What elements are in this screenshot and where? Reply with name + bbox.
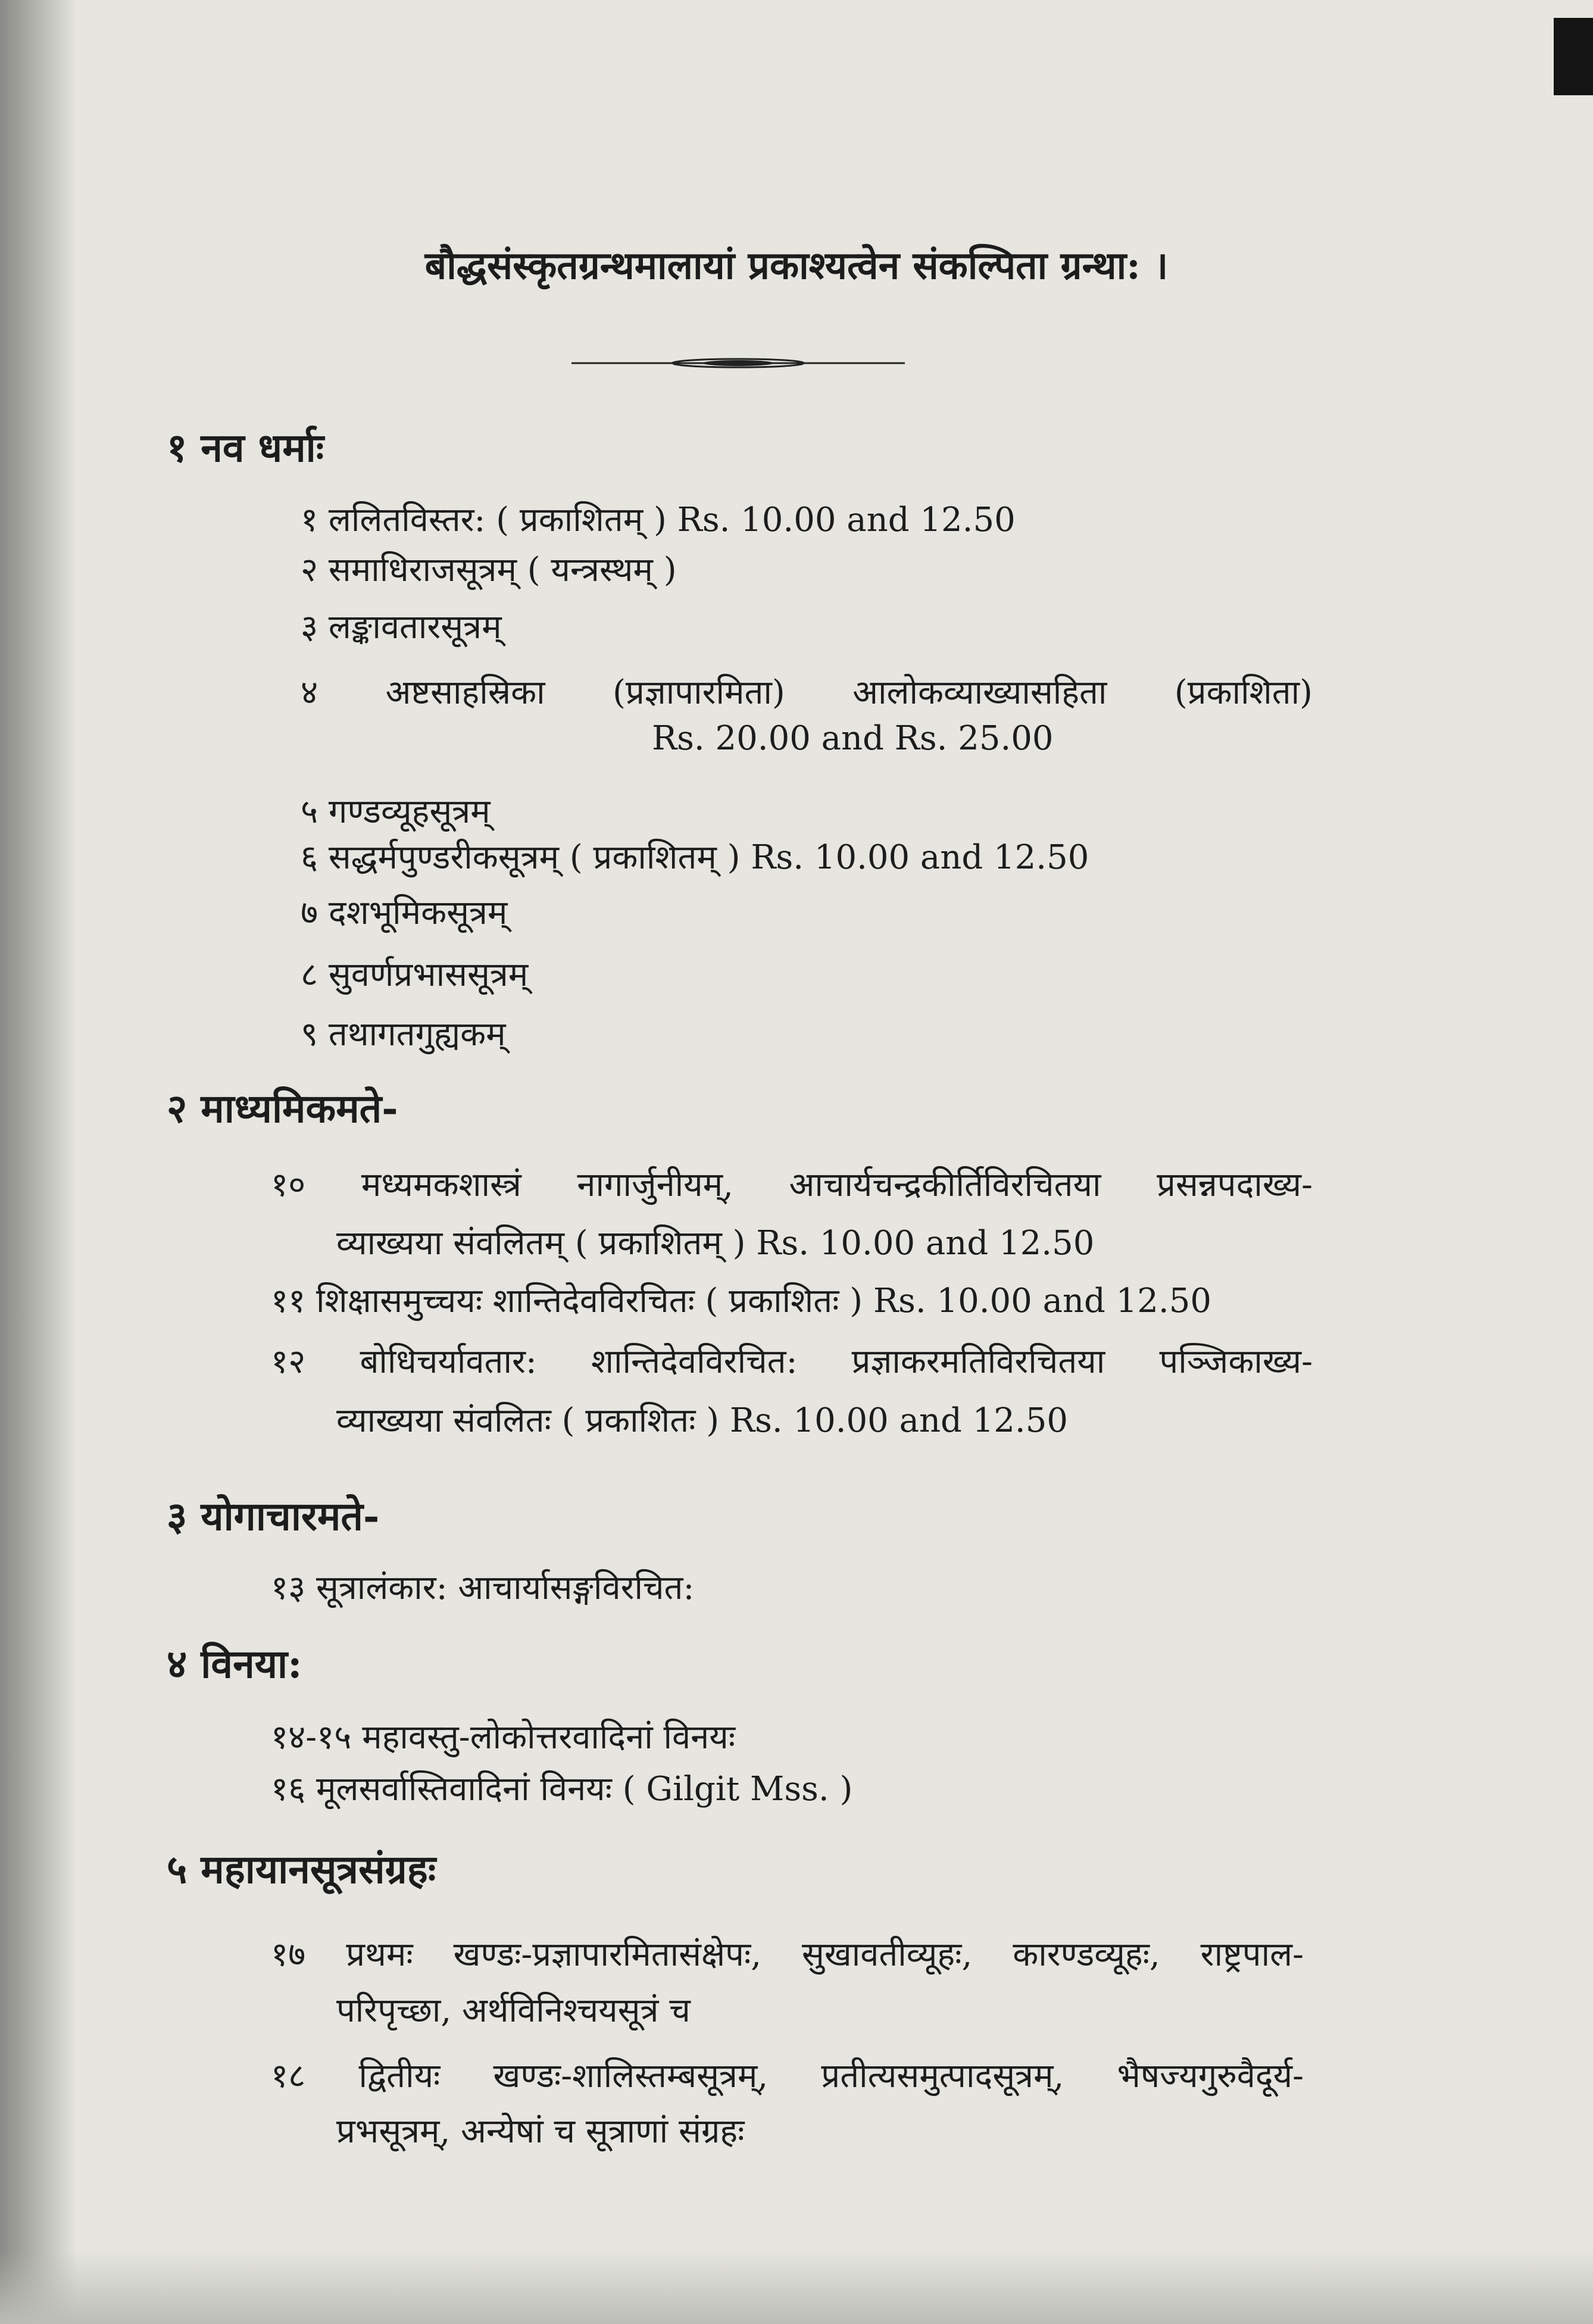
- list-item: १७ प्रथमः खण्डः-प्रज्ञापारमितासंक्षेपः, सुखावतीव्यूहः, कारण्डव्यूहः, राष्ट्रपाल-: [271, 1935, 1304, 1974]
- list-item: १८ द्वितीयः खण्डः-शालिस्तम्बसूत्रम्, प्रतीत्यसमुत्पादसूत्रम्, भैषज्यगुरुवैदूर्य-: [271, 2057, 1304, 2095]
- list-item: ११ शिक्षासमुच्चयः शान्तिदेवविरचितः ( प्रकाशितः ) Rs. 10.00 and 12.50: [271, 1282, 1211, 1320]
- list-item-continuation: व्याख्यया संवलितम् ( प्रकाशितम् ) Rs. 10.00 and 12.50: [336, 1224, 1095, 1263]
- list-item: १० मध्यमकशास्त्रं नागार्जुनीयम्, आचार्यचन्द्रकीर्तिविरचितया प्रसन्नपदाख्य-: [271, 1166, 1313, 1204]
- list-item: १२ बोधिचर्यावतार: शान्तिदेवविरचित: प्रज्ञाकरमतिविरचितया पञ्जिकाख्य-: [271, 1342, 1313, 1381]
- list-item: १६ मूलसर्वास्तिवादिनां विनयः ( Gilgit Mss. ): [271, 1770, 853, 1808]
- bottom-shadow: [0, 2250, 1593, 2324]
- section-heading: ४ विनया:: [167, 1641, 302, 1687]
- page-edge-tab: [1554, 18, 1593, 95]
- page-title: बौद्धसंस्कृतग्रन्थमालायां प्रकाश्यत्वेन संकल्पिता ग्रन्था: ।: [424, 243, 1169, 288]
- list-item: ७ दशभूमिकसूत्रम्: [301, 894, 508, 932]
- list-item: १३ सूत्रालंकार: आचार्यासङ्गविरचित:: [271, 1569, 695, 1607]
- section-heading: ५ महायानसूत्रसंग्रहः: [167, 1846, 436, 1892]
- list-item: १ ललितविस्तर: ( प्रकाशितम् ) Rs. 10.00 and 12.50: [301, 501, 1016, 539]
- list-item-continuation: व्याख्यया संवलितः ( प्रकाशितः ) Rs. 10.00 and 12.50: [336, 1401, 1068, 1440]
- list-item: ४ अष्टसाहस्रिका (प्रज्ञापारमिता) आलोकव्याख्यासहिता (प्रकाशिता): [301, 673, 1313, 712]
- book-spine-shadow: [0, 0, 77, 2324]
- ornamental-rule: [571, 356, 905, 370]
- list-item: १४-१५ महावस्तु-लोकोत्तरवादिनां विनयः: [271, 1718, 736, 1757]
- list-item: ६ सद्धर्मपुण्डरीकसूत्रम् ( प्रकाशितम् ) Rs. 10.00 and 12.50: [301, 838, 1089, 877]
- list-item-continuation: Rs. 20.00 and Rs. 25.00: [652, 719, 1054, 758]
- list-item: ८ सुवर्णप्रभाससूत्रम्: [301, 955, 529, 994]
- section-heading: २ माध्यमिकमते-: [167, 1085, 398, 1132]
- list-item: ९ तथागतगुह्यकम्: [301, 1015, 506, 1054]
- section-heading: १ नव धर्माः: [167, 424, 324, 471]
- list-item: ५ गण्डव्यूहसूत्रम्: [301, 792, 491, 831]
- list-item-continuation: प्रभसूत्रम्, अन्येषां च सूत्राणां संग्रहः: [336, 2112, 745, 2151]
- section-heading: ३ योगाचारमते-: [167, 1493, 380, 1539]
- list-item: २ समाधिराजसूत्रम् ( यन्त्रस्थम् ): [301, 551, 677, 589]
- list-item-continuation: परिपृच्छा, अर्थविनिश्चयसूत्रं च: [336, 1991, 691, 2030]
- list-item: ३ लङ्कावतारसूत्रम्: [301, 608, 502, 646]
